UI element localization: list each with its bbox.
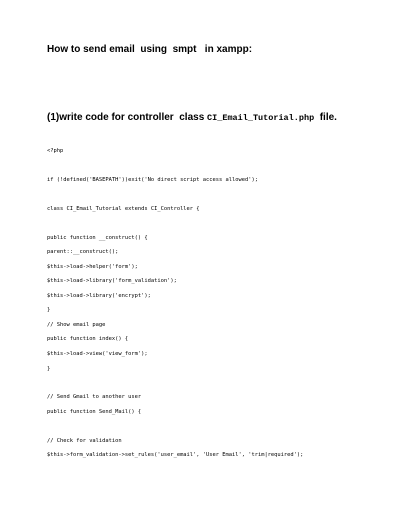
code-line: $this->load->library('encrypt');	[47, 293, 151, 299]
code-line: $this->load->helper('form');	[47, 264, 138, 270]
code-line: <?php	[47, 148, 64, 154]
section-heading-suffix: file.	[314, 112, 337, 123]
code-line: // Check for validation	[47, 438, 122, 444]
section-heading-filename: CI_Email_Tutorial.php	[207, 113, 315, 123]
code-line: if (!defined('BASEPATH'))exit('No direct script access allowed');	[47, 177, 258, 183]
code-line: public function __construct() {	[47, 235, 148, 241]
code-line: $this->load->view('view_form');	[47, 351, 148, 357]
code-line: // Show email page	[47, 322, 106, 328]
section-heading	[47, 112, 337, 124]
document-title: How to send email using smpt in xampp:	[47, 44, 253, 55]
code-line: public function index() {	[47, 336, 129, 342]
code-line: parent::__construct();	[47, 249, 119, 255]
code-line: $this->form_validation->set_rules('user_email', 'User Email', 'trim|required');	[47, 452, 304, 458]
code-line: class CI_Email_Tutorial extends CI_Controller {	[47, 206, 200, 212]
code-line: }	[47, 366, 51, 372]
code-line: public function Send_Mail() {	[47, 409, 142, 415]
code-line: }	[47, 307, 51, 313]
code-line: // Send Gmail to another user	[47, 394, 142, 400]
section-heading-prefix: (1)write code for controller class	[47, 112, 208, 123]
code-line: $this->load->library('form_validation');	[47, 278, 177, 284]
